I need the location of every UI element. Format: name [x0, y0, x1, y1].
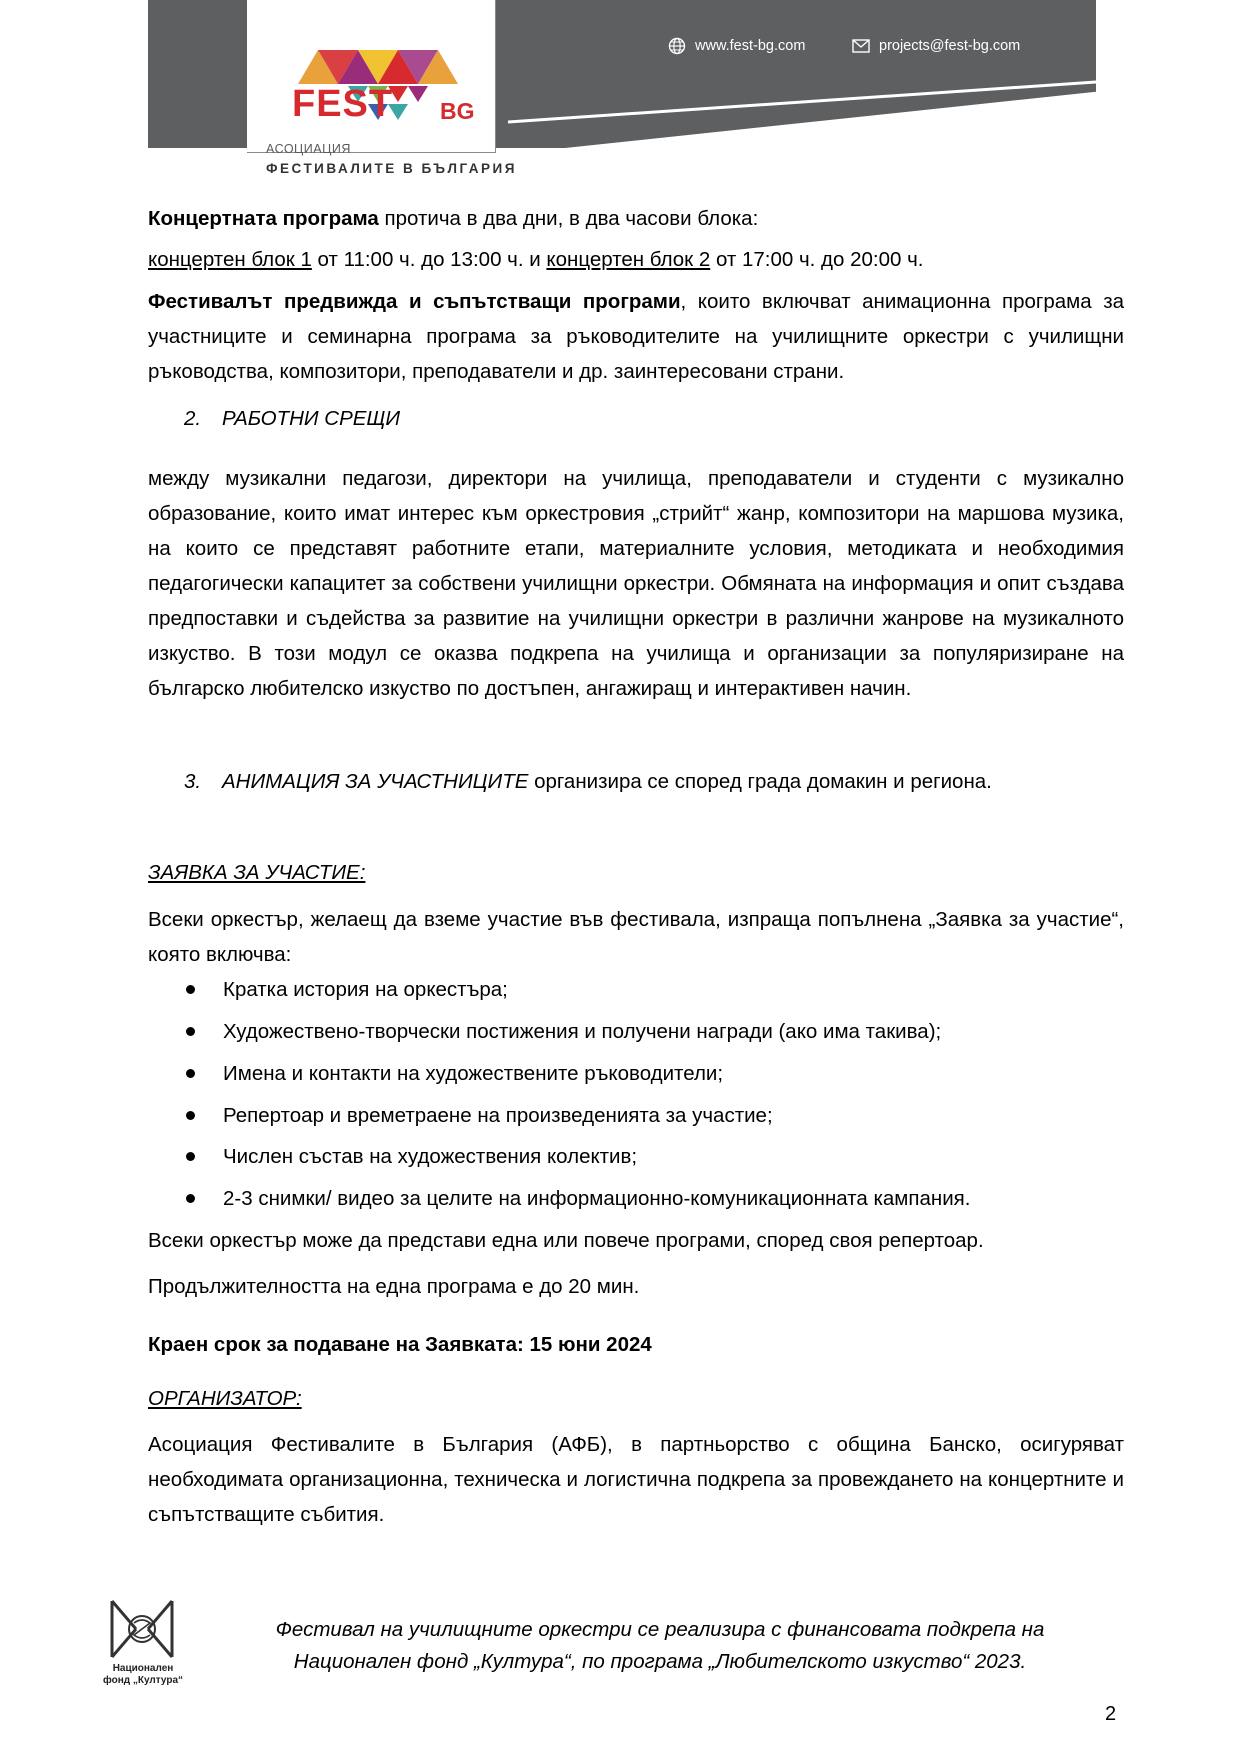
programs-paragraph: Всеки оркестър може да представи една или повече програми, според своя репертоар. [148, 1229, 984, 1252]
list-item [186, 1056, 723, 1091]
email-link[interactable] [852, 36, 1020, 56]
website-link[interactable] [668, 36, 805, 56]
work-meetings-paragraph: между музикални педагози, директори на училища, преподаватели и студенти с музикално образование, които имат интерес към оркестровия „стрийт“ жанр, композитори на маршова музика, на които се представят работните етапи, материалните условия, методиката и необходимия педагогически капацитет за собствени училищни оркестри. Обмяната на информация и опит създава предпоставки и съдейства за развитие на училищни оркестри в различни жанрове на музикалното изкуство. В този модул се оказва подкрепа на училища и организации за популяризиране на българско любителско изкуство по достъпен, ангажиращ и интерактивен начин. [148, 467, 1124, 700]
accompanying-programs-text: , които включват анимационна програма за участниците и семинарна програма за ръководителите на училищните оркестри с училищни ръководства, композитори, преподаватели и др. заинтересовани страни. [148, 290, 1124, 383]
envelope-icon [852, 39, 870, 53]
accompanying-programs-paragraph [148, 284, 1124, 389]
concert-blocks-paragraph [148, 242, 1124, 277]
footer-line-2: Национален фонд „Култура“, по програма „Любителското изкуство“ 2023. [293, 1650, 1027, 1673]
website-text: www.fest-bg.com [695, 38, 806, 54]
list-item [186, 1139, 637, 1174]
list-item-text: Кратка история на оркестъра; [223, 978, 508, 1001]
item-2-number: 2. [184, 407, 202, 430]
logo-fest-text: FEST [292, 83, 394, 125]
organizer-heading: ОРГАНИЗАТОР: [148, 1387, 302, 1410]
item-3-number: 3. [184, 770, 202, 793]
organizer-paragraph: Асоциация Фестивалите в България (АФБ), в партньорство с община Банско, осигуряват необходимата организационна, техническа и логистична подкрепа за провеждането на концертните и съпътстващите събития. [148, 1433, 1124, 1526]
list-item [186, 1181, 970, 1216]
concert-program-paragraph [148, 201, 1124, 236]
email-text: projects@fest-bg.com [879, 38, 1021, 54]
bullet-icon [186, 985, 195, 994]
logo-bg-text: BG [440, 98, 475, 124]
concert-program-bold: Концертната програма [148, 207, 379, 230]
bullet-icon [186, 1152, 195, 1161]
concert-program-text: протича в два дни, в два часови блока: [378, 207, 759, 230]
concert-block-1: концертен блок 1 [148, 248, 312, 271]
bullet-icon [186, 1027, 195, 1036]
logo-festivals-text: ФЕСТИВАЛИТЕ В БЪЛГАРИЯ [266, 161, 517, 176]
accompanying-programs-bold: Фестивалът предвижда и съпътстващи програми [148, 290, 681, 313]
list-item-text: Художествено-творчески постижения и получени награди (ако има такива); [223, 1020, 942, 1043]
logo-association-text: АСОЦИАЦИЯ [266, 142, 351, 156]
globe-icon [668, 37, 686, 55]
item-3-text: организира се според града домакин и региона. [528, 770, 992, 793]
national-fund-culture-logo [106, 1597, 178, 1661]
page-number: 2 [1105, 1703, 1117, 1725]
duration-paragraph: Продължителността на една програма е до 20 мин. [148, 1275, 640, 1298]
application-paragraph: Всеки оркестър, желаещ да вземе участие във фестивала, изпраща попълнена „Заявка за участие“, която включва: [148, 908, 1124, 966]
work-meetings-heading [184, 401, 1084, 436]
bullet-icon [186, 1111, 195, 1120]
list-item-text: Репертоар и времетраене на произведенията за участие; [223, 1104, 773, 1127]
item-3-title: АНИМАЦИЯ ЗА УЧАСТНИЦИТЕ [222, 770, 529, 793]
bullet-icon [186, 1194, 195, 1203]
bullet-icon [186, 1069, 195, 1078]
concert-blocks-mid: от 11:00 ч. до 13:00 ч. и [311, 248, 547, 271]
list-item-text: 2-3 снимки/ видео за целите на информационно-комуникационната кампания. [223, 1187, 971, 1210]
list-item-text: Числен състав на художествения колектив; [223, 1145, 638, 1168]
concert-block-2: концертен блок 2 [546, 248, 711, 271]
deadline-paragraph: Краен срок за подаване на Заявката: 15 юни 2024 [148, 1333, 652, 1356]
list-item-text: Имена и контакти на художествените ръководители; [223, 1062, 724, 1085]
list-item [186, 1014, 941, 1049]
footer-line-1: Фестивал на училищните оркестри се реализира с финансовата подкрепа на [275, 1618, 1045, 1641]
concert-blocks-end: от 17:00 ч. до 20:00 ч. [710, 248, 924, 271]
list-item [186, 972, 508, 1007]
list-item [186, 1098, 773, 1133]
national-fund-culture-logo-text: Национален фонд „Култура“ [102, 1663, 184, 1686]
animation-item [184, 764, 1124, 799]
application-heading: ЗАЯВКА ЗА УЧАСТИЕ: [148, 861, 366, 884]
item-2-title: РАБОТНИ СРЕЩИ [222, 407, 401, 430]
